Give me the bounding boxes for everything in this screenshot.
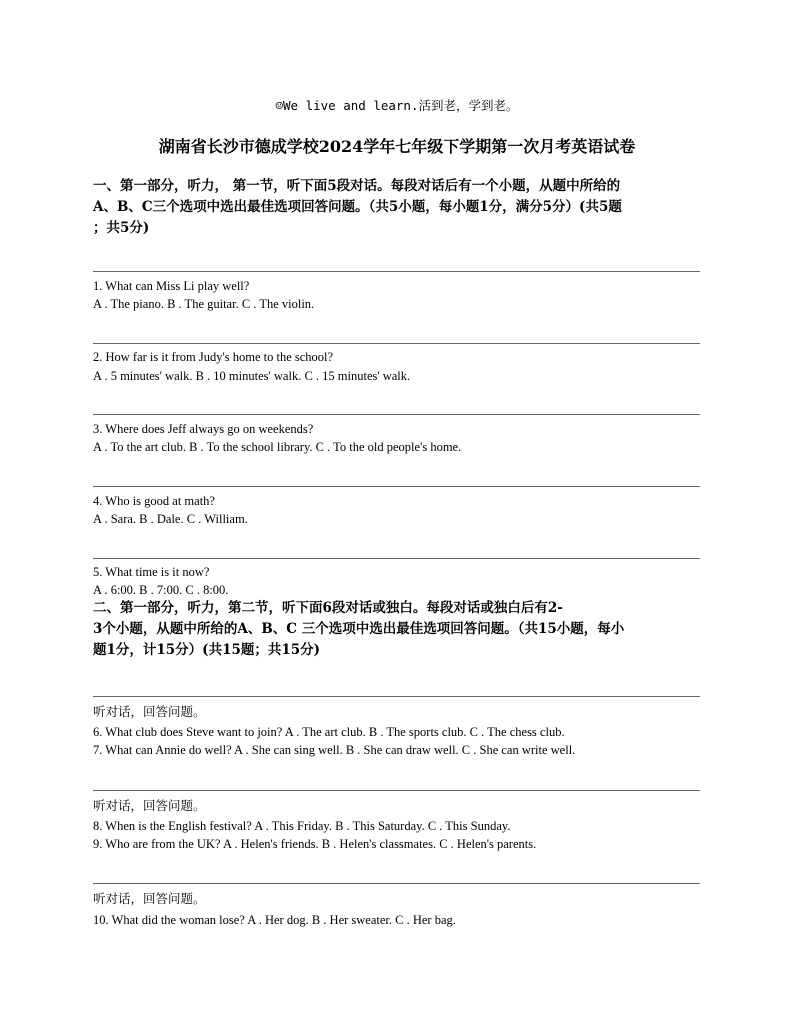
answer-options: A . 6:00. B . 7:00. C . 8:00. xyxy=(93,583,229,597)
divider xyxy=(93,414,700,415)
answer-options: A . To the art club. B . To the school library. C . To the old people's home. xyxy=(93,440,462,454)
section2-heading xyxy=(93,598,705,661)
section2-heading-line: 3个小题，从题中所给的A、B、C 三个选项中选出最佳选项回答问题。（共15小题，每小 xyxy=(93,621,625,637)
divider xyxy=(93,558,700,559)
group-instruction: 听对话，回答问题。 xyxy=(93,704,206,719)
divider xyxy=(93,696,700,697)
question-text: 3. Where does Jeff always go on weekends? xyxy=(93,422,314,436)
question-line: 10. What did the woman lose? A . Her dog. B . Her sweater. C . Her bag. xyxy=(93,913,456,927)
question-text: 5. What time is it now? xyxy=(93,565,210,579)
question-text: 4. Who is good at math? xyxy=(93,494,215,508)
question-line: 7. What can Annie do well? A . She can sing well. B . She can draw well. C . She can write well. xyxy=(93,743,576,757)
section2-heading-line: 题1分，计15分）(共15题；共15分) xyxy=(93,642,321,658)
divider xyxy=(93,343,700,344)
motto: ☺We live and learn.活到老，学到老。 xyxy=(275,98,519,113)
group-instruction: 听对话，回答问题。 xyxy=(93,891,206,906)
answer-options: A . Sara. B . Dale. C . William. xyxy=(93,512,248,526)
question-text: 1. What can Miss Li play well? xyxy=(93,279,250,293)
divider xyxy=(93,486,700,487)
section1-heading-line: A、B、C三个选项中选出最佳选项回答问题。（共5小题，每小题1分，满分5分）(共5题 xyxy=(93,199,622,215)
answer-options: A . The piano. B . The guitar. C . The violin. xyxy=(93,297,315,311)
question-line: 8. When is the English festival? A . This Friday. B . This Saturday. C . This Sunday. xyxy=(93,819,511,833)
divider xyxy=(93,790,700,791)
question-line: 6. What club does Steve want to join? A . The art club. B . The sports club. C . The chess club. xyxy=(93,725,565,739)
page-title: 湖南省长沙市德成学校2024学年七年级下学期第一次月考英语试卷 xyxy=(158,137,636,156)
section1-heading-line: 一、第一部分，听力， 第一节，听下面5段对话。每段对话后有一个小题，从题中所给的 xyxy=(93,178,621,194)
question-text: 2. How far is it from Judy's home to the school? xyxy=(93,350,334,364)
divider xyxy=(93,271,700,272)
divider xyxy=(93,883,700,884)
group-instruction: 听对话，回答问题。 xyxy=(93,798,206,813)
section1-heading-line: ；共5分) xyxy=(93,220,150,236)
section2-heading-line: 二、第一部分，听力，第二节，听下面6段对话或独白。每段对话或独白后有2- xyxy=(93,600,563,616)
section1-heading xyxy=(93,176,705,239)
answer-options: A . 5 minutes' walk. B . 10 minutes' walk. C . 15 minutes' walk. xyxy=(93,369,411,383)
question-line: 9. Who are from the UK? A . Helen's friends. B . Helen's classmates. C . Helen's parents. xyxy=(93,837,537,851)
